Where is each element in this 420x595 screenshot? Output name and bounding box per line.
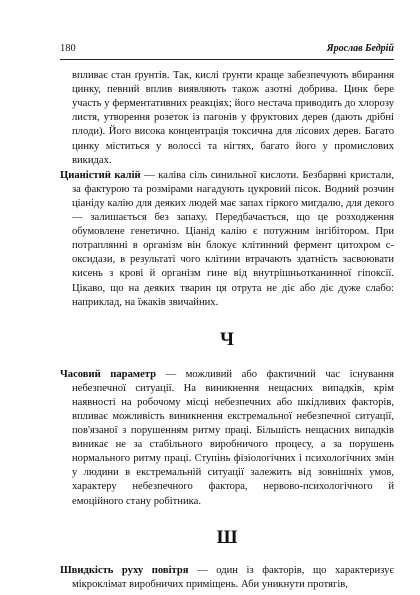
running-header-author: Ярослав Бедрій bbox=[326, 43, 394, 54]
dictionary-entry bbox=[60, 169, 394, 310]
entry-definition: — можливий або фактичний час існування небезпечної ситуації. На виникнення нещасних випадків, крім наявності на робочому місці небезпечних або шкідливих факторів, впливає можливість виникнення екстремальної небезпечної ситуації, пов'язаної з порушенням ритму праці. Більшість нещасних випадків виникає не за стабільного виробничого процесу, а за порушень нормального ритму праці. Ступінь фізіологічних і психологічних змін у людини в екстремальній ситуації залежить від зовнішніх умов, характеру небезпечного фактора, нервово-психологічного й емоційного стану робітника. bbox=[72, 368, 394, 507]
entry-term: Швидкість руху повітря bbox=[60, 564, 189, 576]
section-letter: Ч bbox=[220, 328, 234, 350]
book-page bbox=[60, 42, 394, 592]
page-number: 180 bbox=[60, 43, 76, 54]
running-header bbox=[60, 42, 394, 60]
entry-term: Часовий параметр bbox=[60, 368, 157, 380]
dictionary-entry bbox=[60, 368, 394, 509]
continuation-paragraph: впливає стан ґрунтів. Так, кислі ґрунти краще забезпечують вбирання цинку, певний вплив виявляють також азотні добрива. Цинк бере участь у ферментативних реакціях; його нестача приводить до хлорозу листя, утворення розеток із пагонів у фруктових дерев (дають дрібні плоди). Його висока концентрація токсична для лісових дерев. Багато цинку міститься у волоссі та нігтях, багато його у промислових викидах. bbox=[72, 70, 394, 166]
section-letter: Ш bbox=[216, 526, 238, 548]
dictionary-entry bbox=[60, 564, 394, 592]
entry-term: Цианістий калій bbox=[60, 169, 141, 181]
entry-definition: — один із факторів, що характеризує мікроклімат виробничих приміщень. Аби уникнути протягів, bbox=[72, 564, 394, 590]
entry-definition: — каліва сіль синильної кислоти. Безбарвні кристали, за фактурою та розмірами нагадують цукровий пісок. Водний розчин ціаніду калію для деяких людей має запах гіркого мигдалю, для декого — залишається без запаху. Передбачається, що це розходження обумовлене генетично. Ціанід калію є потужним інгібітором. При потраплянні в організм він блокує клітинний фермент цитохром с-оксидази, в результаті чого клітини втрачають здатність засвоювати кисень з крові й організм гине від внутрішньотканинної гіпоксії. Цікаво, що на деяких тварин ця отрута не діє або діє дуже слабо: наприклад, на їжаків звичайних. bbox=[72, 169, 394, 308]
